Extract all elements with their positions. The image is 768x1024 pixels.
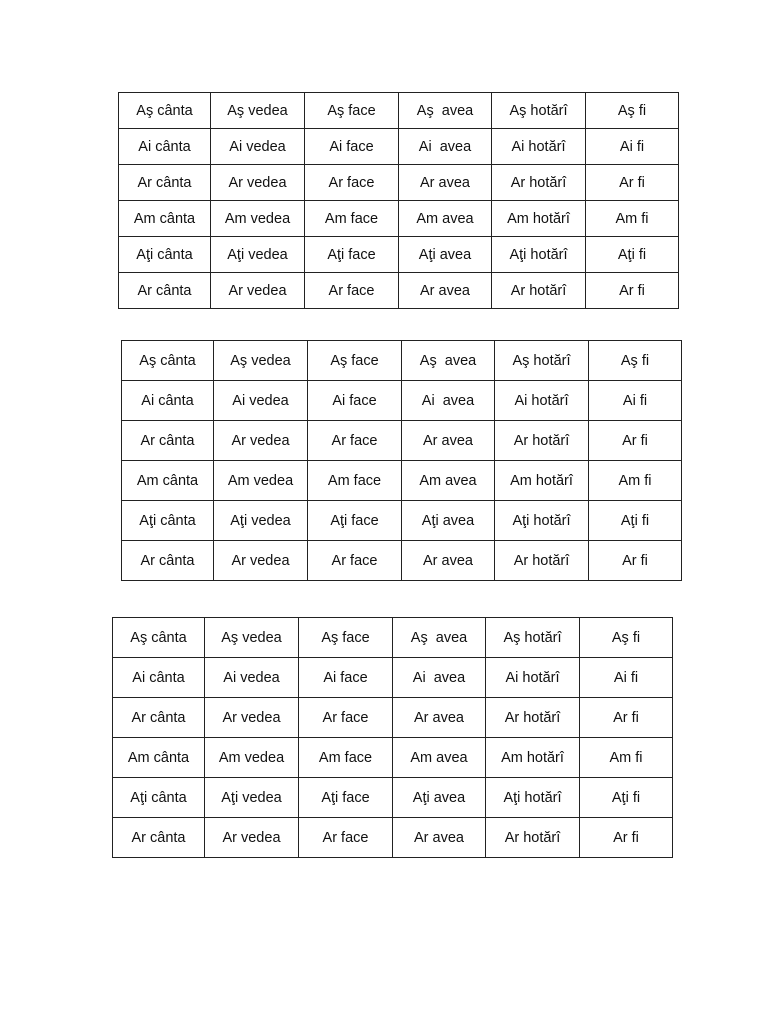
table-cell: Ai vedea bbox=[211, 129, 305, 165]
table-cell: Aţi avea bbox=[393, 778, 486, 818]
table-cell: Ai hotărî bbox=[486, 658, 580, 698]
table-row bbox=[113, 738, 673, 778]
table-cell: Aş fi bbox=[580, 618, 673, 658]
table-cell: Aţi cânta bbox=[122, 501, 214, 541]
table-cell: Aş avea bbox=[399, 93, 492, 129]
table-cell: Am hotărî bbox=[495, 461, 589, 501]
table-cell: Ai face bbox=[305, 129, 399, 165]
table-cell: Aş cânta bbox=[113, 618, 205, 658]
table-cell: Ai hotărî bbox=[495, 381, 589, 421]
table-row bbox=[119, 273, 679, 309]
table-cell: Ar hotărî bbox=[492, 273, 586, 309]
table-cell: Ar face bbox=[305, 273, 399, 309]
table-row bbox=[122, 381, 682, 421]
table-row bbox=[113, 658, 673, 698]
conjugation-table-2 bbox=[121, 340, 682, 581]
table-row bbox=[113, 818, 673, 858]
table-cell: Ai fi bbox=[586, 129, 679, 165]
table-cell: Aş cânta bbox=[119, 93, 211, 129]
table-cell: Ar avea bbox=[399, 273, 492, 309]
table-cell: Am face bbox=[308, 461, 402, 501]
table-cell: Aţi hotărî bbox=[486, 778, 580, 818]
table-cell: Aţi avea bbox=[402, 501, 495, 541]
table-cell: Am fi bbox=[589, 461, 682, 501]
table-cell: Ai vedea bbox=[205, 658, 299, 698]
table-cell: Aş vedea bbox=[211, 93, 305, 129]
table-cell: Ar fi bbox=[589, 541, 682, 581]
table-cell: Am fi bbox=[580, 738, 673, 778]
table-cell: Aş vedea bbox=[214, 341, 308, 381]
table-cell: Ar hotărî bbox=[495, 421, 589, 461]
table-cell: Ar hotărî bbox=[486, 698, 580, 738]
table-cell: Ar vedea bbox=[205, 818, 299, 858]
table-cell: Ar face bbox=[299, 818, 393, 858]
table-cell: Aţi fi bbox=[589, 501, 682, 541]
table-cell: Aţi vedea bbox=[211, 237, 305, 273]
table-cell: Aş hotărî bbox=[495, 341, 589, 381]
table-row bbox=[113, 698, 673, 738]
table-cell: Ar avea bbox=[393, 698, 486, 738]
table-cell: Ar face bbox=[308, 421, 402, 461]
table-cell: Aş fi bbox=[589, 341, 682, 381]
table-cell: Aş face bbox=[299, 618, 393, 658]
table-cell: Ai cânta bbox=[119, 129, 211, 165]
table-cell: Aş hotărî bbox=[486, 618, 580, 658]
conjugation-table-1 bbox=[118, 92, 679, 309]
table-row bbox=[119, 165, 679, 201]
table-cell: Ai fi bbox=[589, 381, 682, 421]
table-row bbox=[113, 618, 673, 658]
table-cell: Aş fi bbox=[586, 93, 679, 129]
table-cell: Aş hotărî bbox=[492, 93, 586, 129]
table-row bbox=[119, 237, 679, 273]
table-cell: Aţi hotărî bbox=[492, 237, 586, 273]
table-cell: Ar vedea bbox=[211, 165, 305, 201]
table-row bbox=[122, 341, 682, 381]
table-row bbox=[122, 501, 682, 541]
table-cell: Ai avea bbox=[393, 658, 486, 698]
table-cell: Am vedea bbox=[214, 461, 308, 501]
table-cell: Am avea bbox=[393, 738, 486, 778]
table-cell: Ai face bbox=[308, 381, 402, 421]
table-cell: Ar cânta bbox=[119, 165, 211, 201]
table-cell: Ar face bbox=[305, 165, 399, 201]
table-cell: Ar avea bbox=[402, 541, 495, 581]
table-cell: Ai face bbox=[299, 658, 393, 698]
table-cell: Ar cânta bbox=[122, 541, 214, 581]
table-cell: Ar face bbox=[299, 698, 393, 738]
table-cell: Ar vedea bbox=[211, 273, 305, 309]
table-cell: Am hotărî bbox=[492, 201, 586, 237]
table-cell: Ar hotărî bbox=[486, 818, 580, 858]
table-cell: Ai fi bbox=[580, 658, 673, 698]
table-cell: Ar vedea bbox=[214, 421, 308, 461]
table-cell: Ar hotărî bbox=[492, 165, 586, 201]
table-cell: Aţi face bbox=[305, 237, 399, 273]
table-cell: Am hotărî bbox=[486, 738, 580, 778]
table-row bbox=[122, 541, 682, 581]
conjugation-table-3 bbox=[112, 617, 673, 858]
table-cell: Am face bbox=[305, 201, 399, 237]
table-cell: Ai hotărî bbox=[492, 129, 586, 165]
table-cell: Am cânta bbox=[113, 738, 205, 778]
table-cell: Am cânta bbox=[122, 461, 214, 501]
table-cell: Aţi vedea bbox=[214, 501, 308, 541]
table-cell: Aş avea bbox=[393, 618, 486, 658]
table-cell: Aţi cânta bbox=[113, 778, 205, 818]
table-cell: Ar avea bbox=[399, 165, 492, 201]
table-cell: Aş avea bbox=[402, 341, 495, 381]
table-cell: Aţi avea bbox=[399, 237, 492, 273]
table-cell: Ar cânta bbox=[119, 273, 211, 309]
table-cell: Ar cânta bbox=[113, 698, 205, 738]
table-cell: Aş face bbox=[305, 93, 399, 129]
table-cell: Aţi face bbox=[299, 778, 393, 818]
table-cell: Aţi cânta bbox=[119, 237, 211, 273]
table-cell: Am cânta bbox=[119, 201, 211, 237]
table-cell: Ai vedea bbox=[214, 381, 308, 421]
table-cell: Am fi bbox=[586, 201, 679, 237]
table-cell: Ar avea bbox=[402, 421, 495, 461]
table-row bbox=[122, 461, 682, 501]
table-cell: Aţi fi bbox=[580, 778, 673, 818]
table-cell: Aţi vedea bbox=[205, 778, 299, 818]
table-cell: Ar fi bbox=[580, 818, 673, 858]
table-cell: Am avea bbox=[399, 201, 492, 237]
table-row bbox=[113, 778, 673, 818]
table-cell: Ar face bbox=[308, 541, 402, 581]
table-row bbox=[122, 421, 682, 461]
table-cell: Ar cânta bbox=[122, 421, 214, 461]
table-cell: Aş vedea bbox=[205, 618, 299, 658]
table-cell: Aţi fi bbox=[586, 237, 679, 273]
table-cell: Ai cânta bbox=[113, 658, 205, 698]
table-row bbox=[119, 129, 679, 165]
table-cell: Am vedea bbox=[205, 738, 299, 778]
table-cell: Ar vedea bbox=[205, 698, 299, 738]
table-cell: Ar fi bbox=[586, 273, 679, 309]
table-cell: Am avea bbox=[402, 461, 495, 501]
table-row bbox=[119, 93, 679, 129]
table-cell: Ar hotărî bbox=[495, 541, 589, 581]
table-cell: Ar avea bbox=[393, 818, 486, 858]
table-cell: Aş cânta bbox=[122, 341, 214, 381]
table-cell: Ai avea bbox=[402, 381, 495, 421]
table-cell: Ar fi bbox=[580, 698, 673, 738]
table-cell: Ar vedea bbox=[214, 541, 308, 581]
table-cell: Aţi hotărî bbox=[495, 501, 589, 541]
table-cell: Ar fi bbox=[586, 165, 679, 201]
table-cell: Ai avea bbox=[399, 129, 492, 165]
table-cell: Ar cânta bbox=[113, 818, 205, 858]
table-cell: Ar fi bbox=[589, 421, 682, 461]
table-cell: Am face bbox=[299, 738, 393, 778]
table-cell: Ai cânta bbox=[122, 381, 214, 421]
table-cell: Aţi face bbox=[308, 501, 402, 541]
table-cell: Am vedea bbox=[211, 201, 305, 237]
table-row bbox=[119, 201, 679, 237]
table-cell: Aş face bbox=[308, 341, 402, 381]
